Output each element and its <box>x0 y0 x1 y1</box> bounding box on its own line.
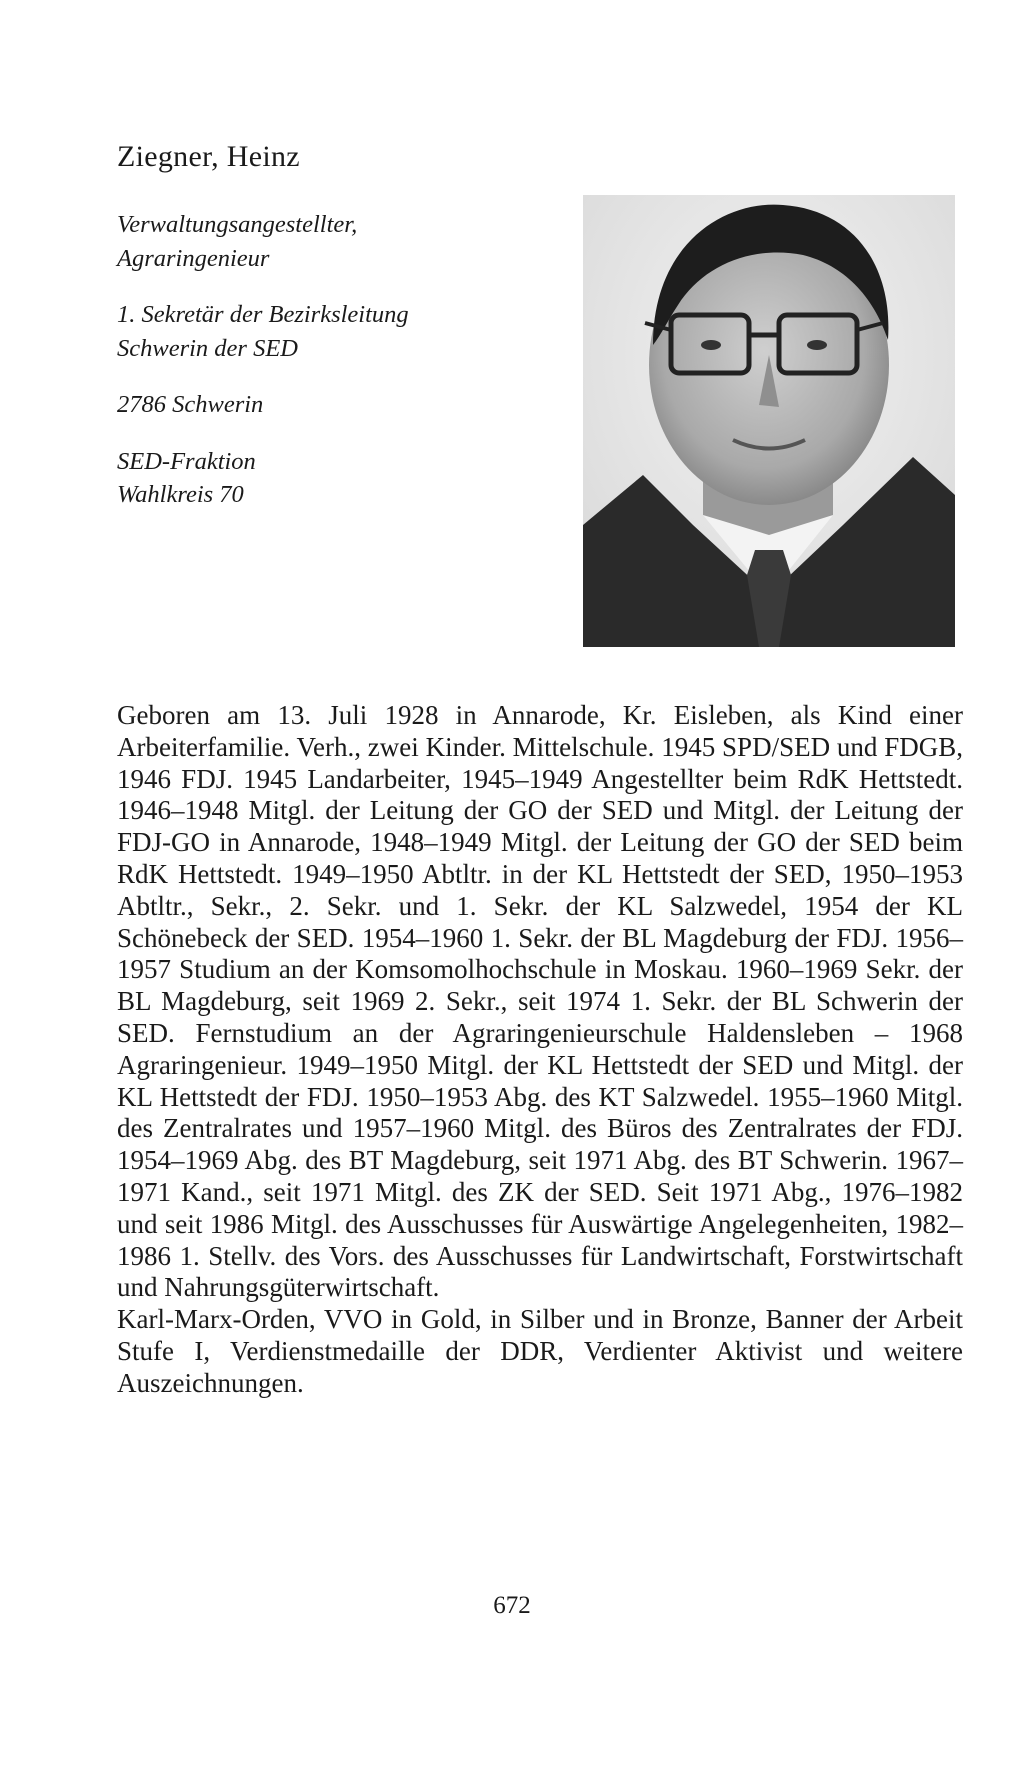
constituency: Wahlkreis 70 <box>117 481 244 508</box>
address-line: 2786 Schwerin <box>117 391 264 418</box>
biography-text: Geboren am 13. Juli 1928 in Annarode, Kr. Eisleben, als Kind einer Arbeiterfamilie. Verh., zwei Kinder. Mittelschule. 1945 SPD/SED und FDGB, 1946 FDJ. 1945 Landarbeiter, 1945–1949 Angestellter beim RdK Hettstedt. 1946–1948 Mitgl. der Leitung der GO der SED und Mitgl. der Leitung der FDJ-GO in Annarode, 1948–1949 Mitgl. der Leitung der GO der SED beim RdK Hettstedt. 1949–1950 Abtltr. in der KL Hettstedt der SED, 1950–1953 Abtltr., Sekr., 2. Sekr. und 1. Sekr. der KL Salzwedel, 1954 der KL Schönebeck der SED. 1954–1960 1. Sekr. der BL Magdeburg der FDJ. 1956–1957 Studium an der Komsomolhochschule in Moskau. 1960–1969 Sekr. der BL Magdeburg, seit 1969 2. Sekr., seit 1974 1. Sekr. der BL Schwerin der SED. Fernstudium an der Agraringenieurschule Haldensleben – 1968 Agraringenieur. 1949–1950 Mitgl. der KL Hettstedt der SED und Mitgl. der KL Hettstedt der FDJ. 1950–1953 Abg. des KT Salzwedel. 1955–1960 Mitgl. des Zentralrates und 1957–1960 Mitgl. des Büros des Zentralrates der FDJ. 1954–1969 Abg. des BT Magdeburg, seit 1971 Abg. des BT Schwerin. 1967–1971 Kand., seit 1971 Mitgl. des ZK der SED. Seit 1971 Abg., 1976–1982 und seit 1986 Mitgl. des Ausschusses für Auswärtige Angelegenheiten, 1982–1986 1. Stellv. des Vors. des Ausschusses für Landwirtschaft, Forstwirtschaft und Nahrungsgüterwirtschaft. <box>117 700 963 1303</box>
portrait-image <box>583 195 955 647</box>
page-number: 672 <box>493 1592 531 1619</box>
portrait-photo <box>583 195 955 647</box>
address <box>117 388 557 422</box>
position-line: Schwerin der SED <box>117 334 298 362</box>
biography-section <box>117 700 963 1400</box>
awards-text: Karl-Marx-Orden, VVO in Gold, in Silber und in Bronze, Banner der Arbeit Stufe I, Verdienstmedaille der DDR, Verdienter Aktivist und weitere Auszeichnungen. <box>117 1304 963 1398</box>
parliamentary-info <box>117 445 557 512</box>
profession <box>117 208 557 275</box>
person-details <box>117 208 557 535</box>
profession-line: Verwaltungsangestellter, <box>117 211 358 238</box>
person-name: Ziegner, Heinz <box>117 140 300 173</box>
faction: SED-Fraktion <box>117 447 256 475</box>
profession-line: Agraringenieur <box>117 244 270 272</box>
position-line: 1. Sekretär der Bezirksleitung <box>117 301 409 328</box>
position <box>117 298 557 365</box>
